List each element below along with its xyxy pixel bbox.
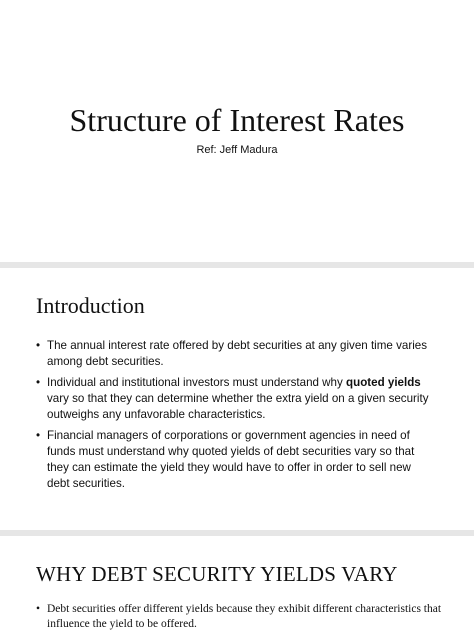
bullet-text-before: Individual and institutional investors must understand why xyxy=(47,376,347,389)
introduction-slide xyxy=(0,268,474,530)
slide-heading: WHY DEBT SECURITY YIELDS VARY xyxy=(36,562,398,586)
slide-heading: Introduction xyxy=(36,293,145,318)
bullet-text-emphasis: quoted yields xyxy=(346,376,421,389)
yields-vary-slide xyxy=(0,536,474,632)
bullet-item xyxy=(36,338,436,370)
bullet-icon: • xyxy=(36,339,41,352)
bullet-text: The annual interest rate offered by debt securities at any given time varies among debt securities. xyxy=(47,339,428,368)
bullet-text: Financial managers of corporations or government agencies in need of funds must understand why quoted yields of debt securities vary so that they can estimate the yield they would have to offer in order to sell new debt securities. xyxy=(47,429,415,490)
slide-title: Structure of Interest Rates xyxy=(69,102,405,138)
bullet-text: Debt securities offer different yields because they exhibit different characteristics that influence the yield to be offered. xyxy=(47,603,442,630)
bullet-icon: • xyxy=(36,376,41,389)
bullet-text-after: vary so that they can determine whether the extra yield on a given security outweighs any unfavorable characteristics. xyxy=(47,392,429,421)
bullet-item xyxy=(36,375,436,423)
bullet-item xyxy=(36,428,436,492)
slide-subtitle: Ref: Jeff Madura xyxy=(196,144,278,156)
bullet-icon: • xyxy=(36,603,41,615)
bullet-icon: • xyxy=(36,429,41,442)
bullet-item xyxy=(36,602,456,632)
title-slide xyxy=(0,0,474,262)
bullet-list xyxy=(36,338,436,497)
